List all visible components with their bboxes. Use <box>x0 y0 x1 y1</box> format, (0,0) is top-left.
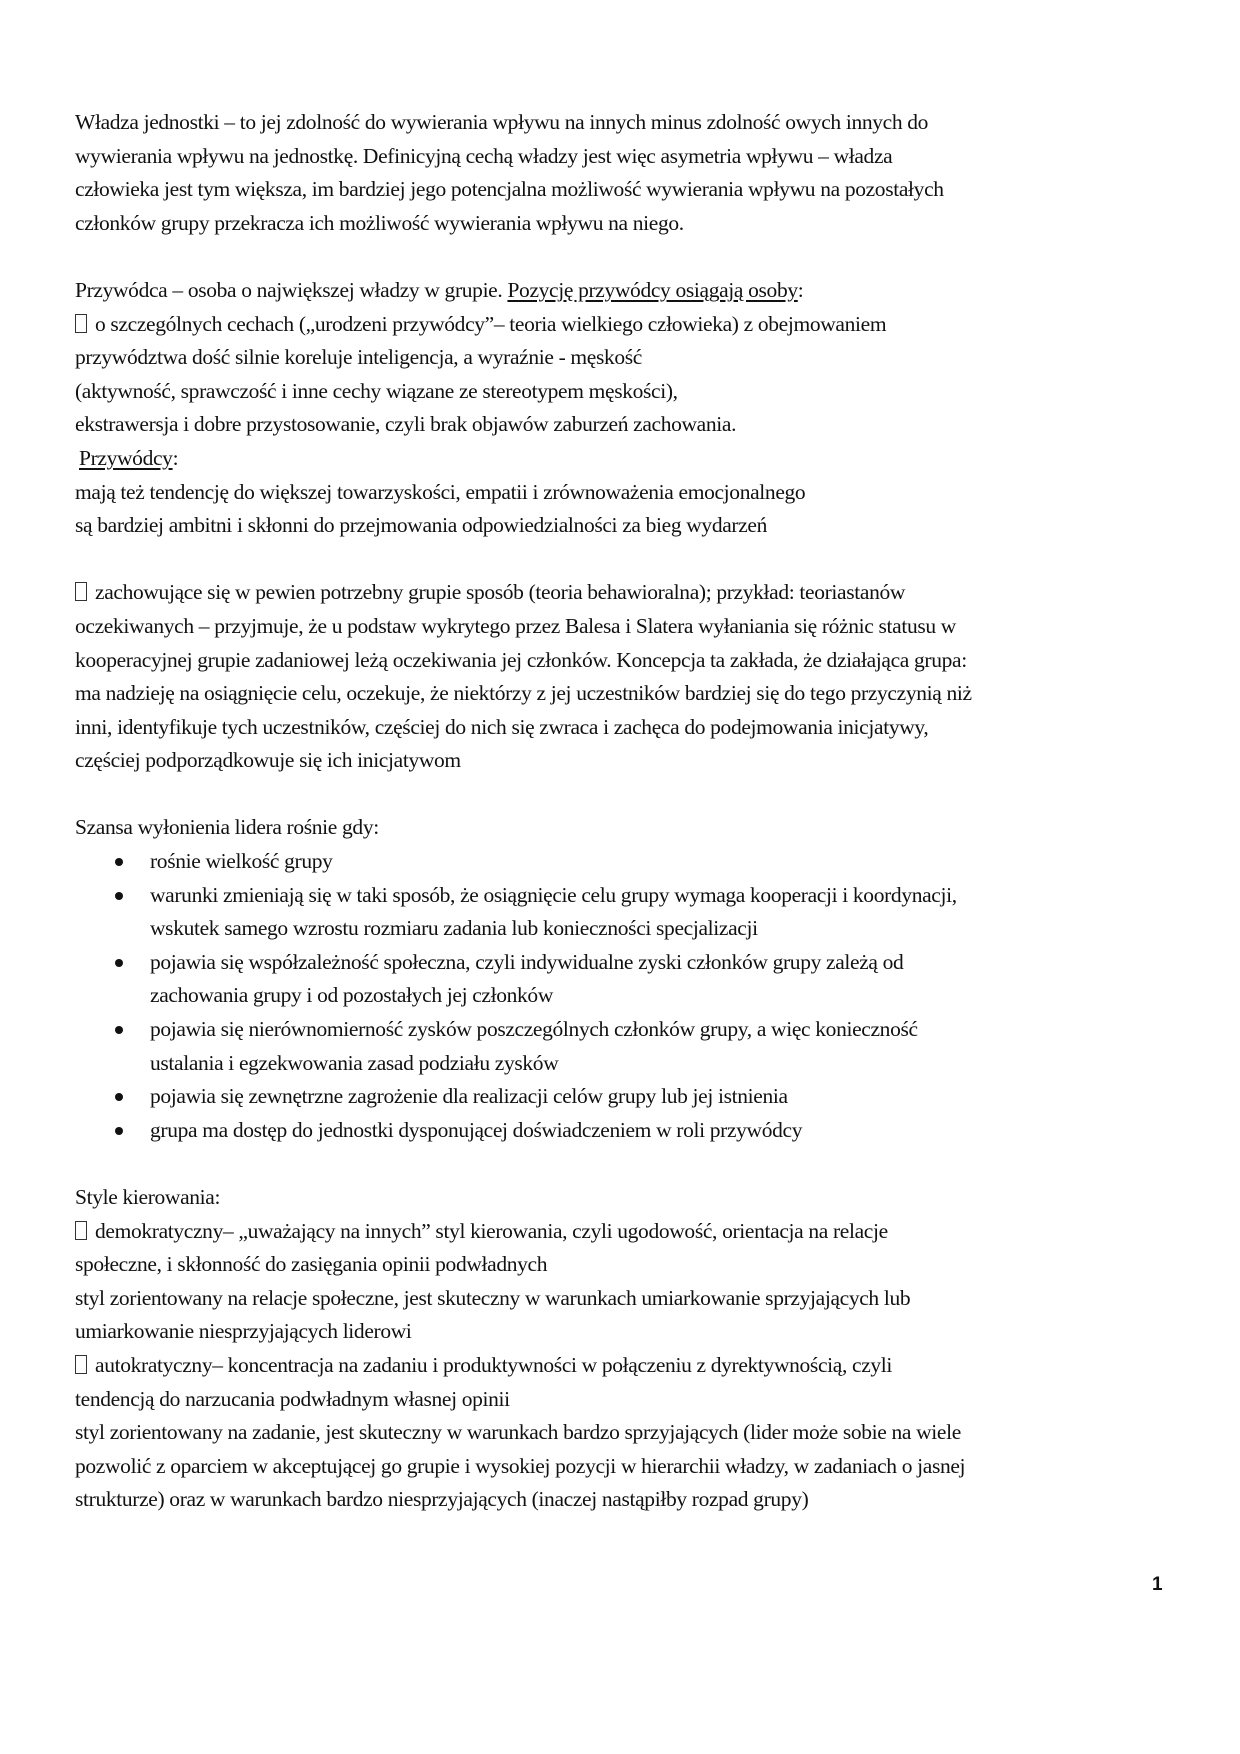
text-line: człowieka jest tym większa, im bardziej jego potencjalna możliwość wywierania wpływu na pozostałych <box>75 177 944 202</box>
text-line: społeczne, i skłonność do zasięgania opinii podwładnych <box>75 1252 548 1277</box>
colon: : <box>172 445 179 470</box>
text: rośnie wielkość grupy <box>150 849 333 874</box>
list-item <box>75 1114 1175 1148</box>
styles-section <box>75 1181 1175 1517</box>
text: zachowujące się w pewien potrzebny grupie sposób (teoria behawioralna); przykład: teoriastanów <box>95 580 906 605</box>
spacer <box>75 778 1175 812</box>
text-line: strukturze) oraz w warunkach bardzo niesprzyjających (inaczej nastąpiłby rozpad grupy) <box>75 1487 809 1512</box>
text-line <box>75 576 1175 610</box>
leaders-heading-text: Przywódcy <box>79 445 173 470</box>
text-line: ekstrawersja i dobre przystosowanie, czyli brak objawów zaburzeń zachowania. <box>75 412 737 437</box>
list-item <box>75 879 1175 946</box>
missing-glyph-box-icon <box>75 582 87 601</box>
missing-glyph-box-icon <box>75 1355 87 1374</box>
missing-glyph-box-icon <box>75 314 87 333</box>
text: pojawia się współzależność społeczna, czyli indywidualne zyski członków grupy zależą od <box>150 949 904 974</box>
text: ustalania i egzekwowania zasad podziału zysków <box>150 1050 559 1075</box>
text: warunki zmieniają się w taki sposób, że osiągnięcie celu grupy wymaga kooperacji i koordynacji, <box>150 882 957 907</box>
text-line: inni, identyfikuje tych uczestników, częściej do nich się zwraca i zachęca do podejmowania inicjatywy, <box>75 714 929 739</box>
text-line <box>75 308 1175 342</box>
document-page <box>75 106 1175 1517</box>
text-line: (aktywność, sprawczość i inne cechy wiązane ze stereotypem męskości), <box>75 378 678 403</box>
text-line: są bardziej ambitni i skłonni do przejmowania odpowiedzialności za bieg wydarzeń <box>75 513 768 538</box>
bullet-list <box>75 845 1175 1147</box>
text: grupa ma dostęp do jednostki dysponującej doświadczeniem w roli przywódcy <box>150 1117 803 1142</box>
text-line: członków grupy przekracza ich możliwość wywierania wpływu na niego. <box>75 210 684 235</box>
text-line: wywierania wpływu na jednostkę. Definicyjną cechą władzy jest więc asymetria wpływu – władza <box>75 143 893 168</box>
spacer <box>75 240 1175 274</box>
section-heading: Style kierowania: <box>75 1185 221 1209</box>
leader-section <box>75 274 1175 778</box>
bullet-icon <box>115 892 123 900</box>
leader-intro-text: Przywódca – osoba o największej władzy w grupie. <box>75 277 508 302</box>
bullet-icon <box>115 1127 123 1135</box>
page-number: 1 <box>1152 1574 1163 1595</box>
bullet-icon <box>115 1093 123 1101</box>
spacer <box>75 543 1175 577</box>
list-item <box>75 946 1175 1013</box>
text: wskutek samego wzrostu rozmiaru zadania lub konieczności specjalizacji <box>150 916 758 941</box>
text: o szczególnych cechach („urodzeni przywódcy”– teoria wielkiego człowieka) z obejmowaniem <box>95 311 887 336</box>
section-heading: Szansa wyłonienia lidera rośnie gdy: <box>75 815 379 840</box>
text-line <box>75 1215 1175 1249</box>
leader-intro <box>75 274 1175 308</box>
list-item <box>75 1013 1175 1080</box>
leader-intro-underlined: Pozycję przywódcy osiągają osoby <box>507 277 798 302</box>
text: autokratyczny– koncentracja na zadaniu i produktywności w połączeniu z dyrektywnością, czyli <box>95 1352 893 1377</box>
leaders-heading <box>75 442 1175 476</box>
text: demokratyczny– „uważający na innych” styl kierowania, czyli ugodowość, orientacja na relacje <box>95 1218 888 1243</box>
text: pojawia się zewnętrzne zagrożenie dla realizacji celów grupy lub jej istnienia <box>150 1084 788 1109</box>
text-line: styl zorientowany na zadanie, jest skuteczny w warunkach bardzo sprzyjających (lider może sobie na wiele <box>75 1420 961 1445</box>
spacer <box>75 1147 1175 1181</box>
text-line: oczekiwanych – przyjmuje, że u podstaw wykrytego przez Balesa i Slatera wyłaniania się różnic statusu w <box>75 613 956 638</box>
text-line: Władza jednostki – to jej zdolność do wywierania wpływu na innych minus zdolność owych innych do <box>75 110 929 134</box>
bullet-icon <box>115 1026 123 1034</box>
text: zachowania grupy i od pozostałych jej członków <box>150 983 554 1008</box>
paragraph-power-definition <box>75 106 1175 240</box>
text-line <box>75 1349 1175 1383</box>
text-line: częściej podporządkowuje się ich inicjatywom <box>75 748 461 773</box>
bullet-icon <box>115 959 123 967</box>
text-line: kooperacyjnej grupie zadaniowej leżą oczekiwania jej członków. Koncepcja ta zakłada, że działająca grupa: <box>75 647 967 672</box>
missing-glyph-box-icon <box>75 1221 87 1240</box>
text-line: umiarkowanie niesprzyjających liderowi <box>75 1319 412 1344</box>
text-line: mają też tendencję do większej towarzyskości, empatii i zrównoważenia emocjonalnego <box>75 479 806 504</box>
colon: : <box>797 277 804 302</box>
text-line: styl zorientowany na relacje społeczne, jest skuteczny w warunkach umiarkowanie sprzyjających lub <box>75 1285 911 1310</box>
list-item <box>75 845 1175 879</box>
text: pojawia się nierównomierność zysków poszczególnych członków grupy, a więc konieczność <box>150 1017 918 1042</box>
text-line: przywództwa dość silnie koreluje inteligencja, a wyraźnie - męskość <box>75 345 642 370</box>
text-line: tendencją do narzucania podwładnym własnej opinii <box>75 1386 510 1411</box>
list-item <box>75 1080 1175 1114</box>
text-line: ma nadzieję na osiągnięcie celu, oczekuje, że niektórzy z jej uczestników bardziej się do tego przyczynią niż <box>75 681 972 706</box>
bullet-icon <box>115 858 123 866</box>
text-line: pozwolić z oparciem w akceptującej go grupie i wysokiej pozycji w hierarchii władzy, w zadaniach o jasnej <box>75 1453 966 1478</box>
chance-section <box>75 811 1175 1147</box>
